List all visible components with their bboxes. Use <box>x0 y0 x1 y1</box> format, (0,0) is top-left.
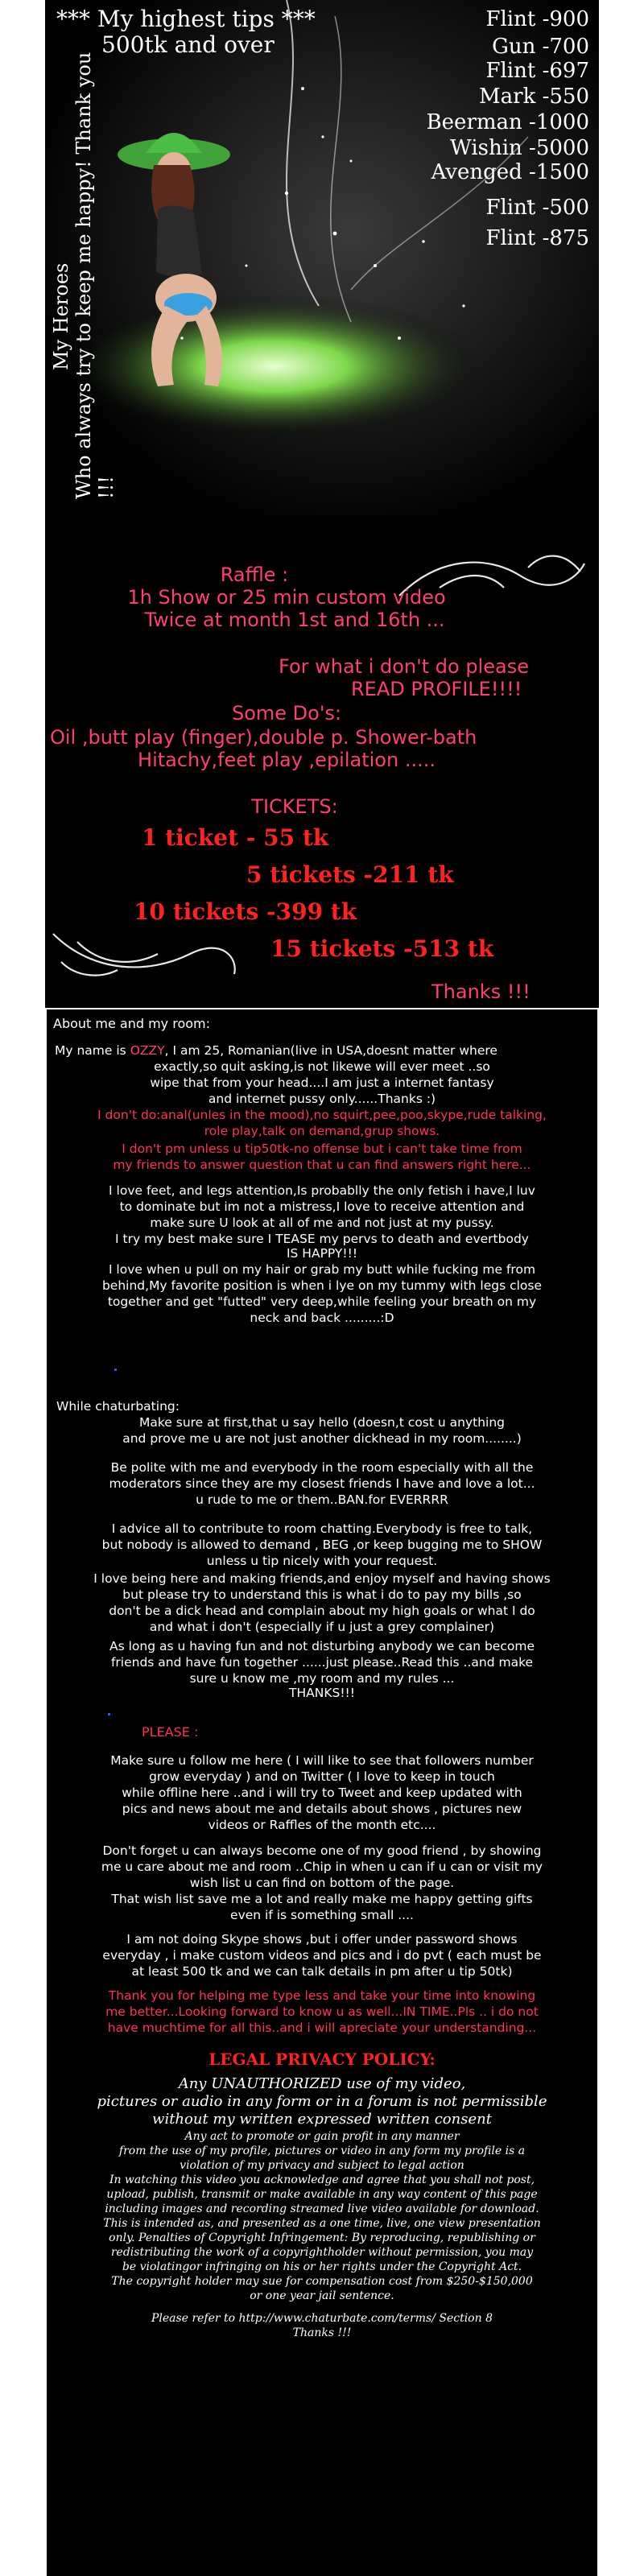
tip-entry: Gun -700 <box>492 35 589 59</box>
about-text: IS HAPPY!!! <box>286 1246 358 1261</box>
dos-line2: Hitachy,feet play ,epilation ..... <box>138 749 436 771</box>
chat-rule: Make sure at first,that u say hello (doesn,t cost u anything <box>138 1415 506 1430</box>
chaturbating-heading: While chaturbating: <box>56 1399 180 1414</box>
terms-link[interactable]: Please refer to http://www.chaturbate.com/terms/ Section 8 <box>151 2312 493 2325</box>
ticket-option-10: 10 tickets -399 tk <box>134 898 357 925</box>
about-text: neck and back .........:D <box>250 1311 394 1325</box>
tip-entry: Flint -900 <box>485 7 589 31</box>
legal-line: including images and recording streamed live video available for download. <box>105 2202 539 2215</box>
dot-marker <box>108 1713 110 1715</box>
chat-rule: THANKS!!! <box>289 1686 355 1700</box>
legal-thanks: Thanks !!! <box>292 2326 352 2339</box>
please-text: That wish list save me a lot and really make me happy getting gifts <box>111 1892 533 1906</box>
please-text: I am not doing Skype shows ,but i offer under password shows <box>126 1932 518 1946</box>
raffle-prize: 1h Show or 25 min custom video <box>127 586 446 609</box>
please-text: wish list u can find on bottom of the page. <box>189 1876 455 1890</box>
about-text: I love feet, and legs attention,Is probablly the only fetish i have,I luv <box>109 1183 535 1198</box>
tip-entry: Flint -500 <box>485 196 589 220</box>
legal-line: redistributing the work of a copyrightholder without permission, you may <box>110 2246 534 2259</box>
raffle-title: Raffle : <box>220 564 289 586</box>
legal-line: from the use of my profile, pictures or video in any form my profile is a <box>118 2145 526 2157</box>
rules-line: my friends to answer question that u can find answers right here... <box>113 1158 531 1172</box>
ticket-option-5: 5 tickets -211 tk <box>246 861 454 888</box>
please-text: pics and news about me and details about shows , pictures new <box>122 1802 522 1816</box>
flourish-bottom <box>45 910 246 982</box>
legal-line: pictures or audio in any form or in a forum is not permissible <box>97 2093 547 2110</box>
raffle-thanks: Thanks !!! <box>431 980 530 1003</box>
please-text: me u care about me and room ..Chip in when u can if u can or visit my <box>101 1860 543 1874</box>
about-text: I love when u pull on my hair or grab my butt while fucking me from <box>108 1262 536 1277</box>
intro-text: My name is <box>55 1043 126 1058</box>
chat-rule: moderators since they are my closest friends I have and love a lot... <box>109 1476 535 1491</box>
about-text: together and get "futted" very deep,while feeling your breath on my <box>107 1294 537 1309</box>
about-text: make sure U look at all of me and not just at my pussy. <box>150 1216 494 1230</box>
heroes-line2: Who always try to keep me happy! Thank you !!! <box>72 52 118 499</box>
not-do-line1: For what i don't do please <box>279 655 529 678</box>
tip-entry: Wishin -5000 <box>450 136 589 160</box>
not-do-line2: READ PROFILE!!!! <box>351 678 522 700</box>
legal-line: violation of my privacy and subject to legal action <box>180 2159 464 2172</box>
legal-line: without my written expressed written consent <box>152 2111 492 2128</box>
please-heading: PLEASE : <box>142 1724 199 1740</box>
model-name: OZZY <box>130 1043 165 1058</box>
please-text: Don't forget u can always become one of my good friend , by showing <box>102 1843 542 1858</box>
chat-rule: unless u tip nicely with your request. <box>206 1554 438 1568</box>
tip-entry: Flint -697 <box>485 59 589 83</box>
chat-rule: and prove me u are not just another dickhead in my room........) <box>122 1431 522 1446</box>
header-title-line2: 500tk and over <box>101 31 275 58</box>
about-heading: About me and my room: <box>53 1016 211 1031</box>
ticket-option-1: 1 ticket - 55 tk <box>142 824 329 851</box>
chat-rule: and what i don't (especially if u just a grey complainer) <box>149 1620 495 1634</box>
tip-entry: Avenged -1500 <box>431 160 589 184</box>
about-text: behind,My favorite position is when i lye on my tummy with legs close <box>101 1278 543 1293</box>
tip-entry: Mark -550 <box>479 85 589 109</box>
legal-line: The copyright holder may sue for compensation cost from $250-$150,000 <box>111 2275 533 2288</box>
please-text: while offline here ..and i will try to Tweet and keep updated with <box>122 1785 522 1800</box>
intro-line: wipe that from your head....I am just a internet fantasy <box>150 1075 494 1090</box>
chat-rule: sure u know me ,my room and my rules ... <box>189 1671 455 1686</box>
about-intro <box>55 1043 589 1059</box>
legal-line: This is intended as, and presented as a one time, live, one view presentation <box>103 2217 541 2230</box>
rules-line: I don't do:anal(unles in the mood),no squirt,pee,poo,skype,rude talking, <box>97 1108 547 1122</box>
chat-rule: u rude to me or them..BAN.for EVERRRR <box>196 1492 448 1507</box>
thank-you-text: have muchtime for all this..and i will apreciate your understanding... <box>107 2021 537 2035</box>
chat-rule: As long as u having fun and not disturbing anybody we can become <box>109 1639 535 1653</box>
about-text: I try my best make sure I TEASE my pervs to death and evertbody <box>115 1232 529 1246</box>
legal-heading: LEGAL PRIVACY POLICY: <box>208 2050 436 2069</box>
thank-you-text: Thank you for helping me type less and take your time into knowing <box>108 1988 536 2003</box>
legal-line: In watching this video you acknowledge and agree that you shall not post, <box>109 2174 535 2186</box>
legal-line: Any UNAUTHORIZED use of my video, <box>178 2075 466 2092</box>
tickets-title: TICKETS: <box>251 795 338 818</box>
ticket-option-15: 15 tickets -513 tk <box>270 935 494 962</box>
heroes-line1: My Heroes <box>50 262 72 370</box>
tip-entry: Flint -875 <box>485 226 589 250</box>
header-title-line1: *** My highest tips *** <box>56 6 316 32</box>
chat-rule: I advice all to contribute to room chatting.Everybody is free to talk, <box>111 1521 533 1536</box>
tip-entry: Beerman -1000 <box>426 110 589 134</box>
heroes-caption <box>50 32 118 515</box>
dot-marker <box>114 1368 117 1371</box>
intro-text: , I am 25, Romanian(live in USA,doesnt matter where <box>164 1043 497 1058</box>
thank-you-text: me better...Looking forward to know u as well...IN TIME..Pls .. i do not <box>105 2004 539 2019</box>
dos-title: Some Do's: <box>231 702 342 724</box>
please-text: videos or Raffles of the month etc.... <box>208 1818 436 1832</box>
legal-line: upload, publish, transmit or make available in any way content of this page <box>106 2188 538 2201</box>
raffle-schedule: Twice at month 1st and 16th ... <box>144 609 445 631</box>
please-text: Make sure u follow me here ( I will like to see that followers number <box>110 1753 534 1768</box>
dos-line1: Oil ,butt play (finger),double p. Shower-bath <box>50 726 477 749</box>
chat-rule: friends and have fun together ......just please..Read this ..and make <box>110 1655 534 1670</box>
please-text: grow everyday ) and on Twitter ( I love to keep in touch <box>149 1769 495 1784</box>
chat-rule: Be polite with me and everybody in the room especially with all the <box>110 1460 534 1475</box>
chat-rule: but please try to understand this is what i do to pay my bills ,so <box>122 1587 522 1602</box>
about-text: to dominate but im not a mistress,I love to receive attention and <box>119 1199 525 1214</box>
glow-effect <box>65 294 484 439</box>
rules-line: I don't pm unless u tip50tk-no offense but i can't take time from <box>122 1141 522 1156</box>
legal-line: or one year jail sentence. <box>250 2289 394 2302</box>
please-text: everyday , i make custom videos and pics and i do pvt ( each must be <box>102 1948 542 1963</box>
legal-line: be violatingor infringing on his or her rights under the Copyright Act. <box>122 2260 522 2273</box>
please-text: at least 500 tk and we can talk details in pm after u tip 50tk) <box>131 1964 513 1979</box>
profile-panel <box>45 0 599 2576</box>
chat-rule: I love being here and making friends,and enjoy myself and having shows <box>93 1571 551 1586</box>
intro-line: and internet pussy only......Thanks :) <box>208 1092 436 1106</box>
chat-rule: but nobody is allowed to demand , BEG ,or keep bugging me to SHOW <box>101 1538 543 1552</box>
rules-line: role play,talk on demand,grup shows. <box>204 1124 440 1138</box>
chat-rule: don't be a dick head and complain about my high goals or what I do <box>109 1604 535 1618</box>
legal-line: only. Penalties of Copyright Infringement: By reproducing, republishing or <box>109 2231 535 2244</box>
legal-line: Any act to promote or gain profit in any manner <box>184 2130 460 2143</box>
please-text: even if is something small .... <box>230 1908 414 1922</box>
intro-line: exactly,so quit asking,is not likewe will ever meet ..so <box>154 1059 490 1074</box>
